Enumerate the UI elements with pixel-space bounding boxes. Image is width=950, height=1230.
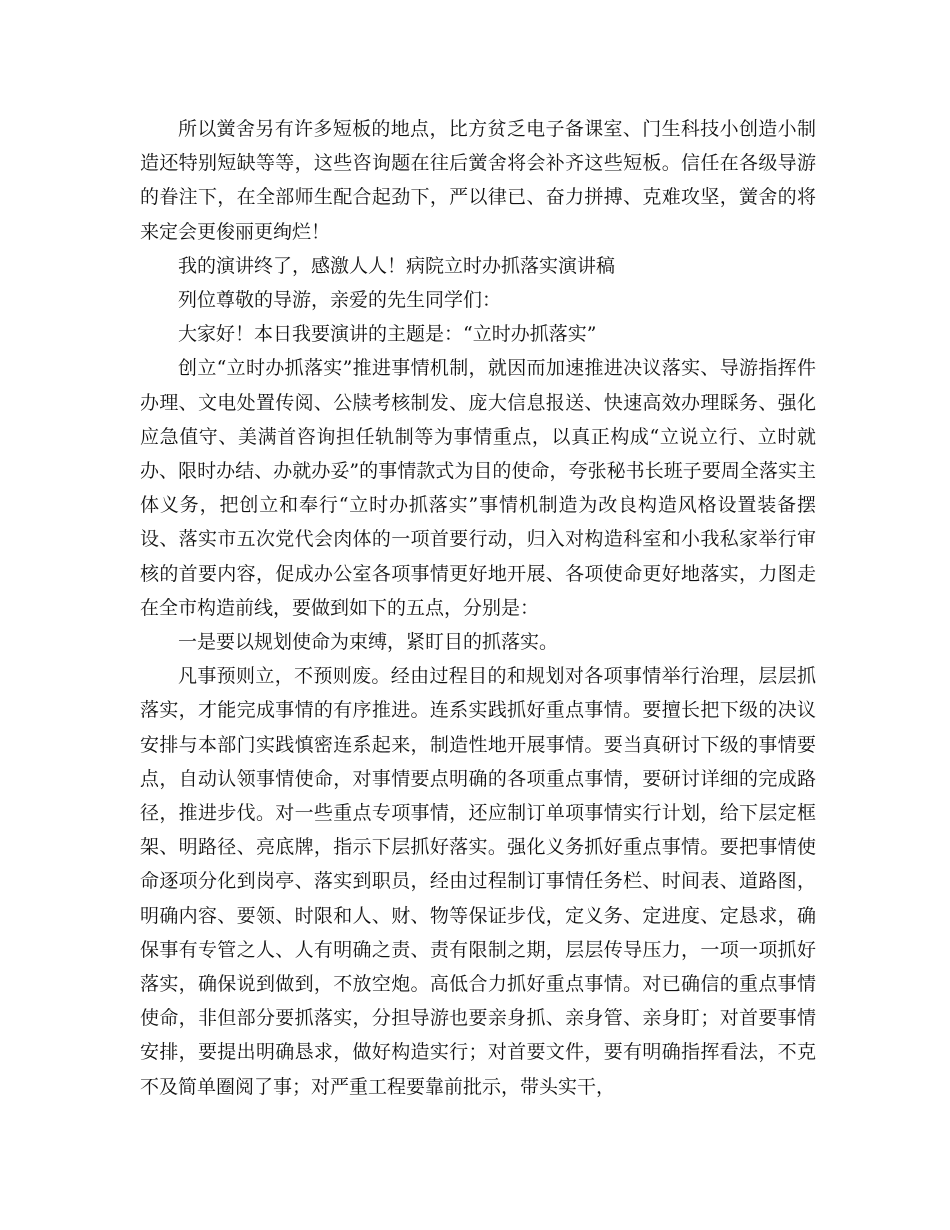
paragraph-point-one-body: 凡事预则立，不预则废。经由过程目的和规划对各项事情举行治理，层层抓落实，才能完成事情的有序推进。连系实践抓好重点事情。要擅长把下级的决议安排与本部门实践慎密连系起来，制造性地开展事情。要当真研讨下级的事情要点，自动认领事情使命，对事情要点明确的各项重点事情，要研讨详细的完成路径，推进步伐。对一些重点专项事情，还应制订单项事情实行计划，给下层定框架、明路径、亮底牌，指示下层抓好落实。强化义务抓好重点事情。要把事情使命逐项分化到岗亭、落实到职员，经由过程制订事情任务栏、时间表、道路图，明确内容、要领、时限和人、财、物等保证步伐，定义务、定进度、定恳求，确保事有专管之人、人有明确之责、责有限制之期，层层传导压力，一项一项抓好落实，确保说到做到，不放空炮。高低合力抓好重点事情。对已确信的重点事情使命，非但部分要抓落实，分担导游也要亲身抓、亲身管、亲身盯；对首要事情安排，要提出明确恳求，做好构造实行；对首要文件，要有明确指挥看法，不克不及简单圈阅了事；对严重工程要靠前批示，带头实干， [140,665,816,1098]
paragraph-mechanism: 创立“立时办抓落实”推进事情机制，就因而加速推进决议落实、导游指挥件办理、文电处置传阅、公牍考核制发、庞大信息报送、快速高效办理睬务、强化应急值守、美满首咨询担任轨制等为事情重点，以真正构成“立说立行、立时就办、限时办结、办就办妥”的事情款式为目的使命，夸张秘书长班子要周全落实主体义务，把创立和奉行“立时办抓落实”事情机制造为改良构造风格设置装备摆设、落实市五次党代会肉体的一项首要行动，归入对构造科室和小我私家举行审核的首要内容，促成办公室各项事情更好地开展、各项使命更好地落实，力图走在全市构造前线，要做到如下的五点，分别是： [140,357,816,619]
paragraph-salutation: 列位尊敬的导游，亲爱的先生同学们： [178,289,502,312]
paragraph-speech-end: 我的演讲终了，感激人人！病院立时办抓落实演讲稿 [178,254,616,277]
paragraph-point-one-heading: 一是要以规划使命为束缚，紧盯目的抓落实。 [178,631,559,654]
paragraph-greeting-topic: 大家好！本日我要演讲的主题是：“立时办抓落实” [178,323,597,346]
paragraph-school-shortcomings: 所以黉舍另有许多短板的地点，比方贫乏电子备课室、门生科技小创造小制造还特别短缺等等，这些咨询题在往后黉舍将会补齐这些短板。信任在各级导游的眷注下，在全部师生配合起劲下，严以律已、奋力拼搏、克难攻坚，黉舍的将来定会更俊丽更绚烂！ [140,118,816,243]
document-page [140,112,816,1104]
